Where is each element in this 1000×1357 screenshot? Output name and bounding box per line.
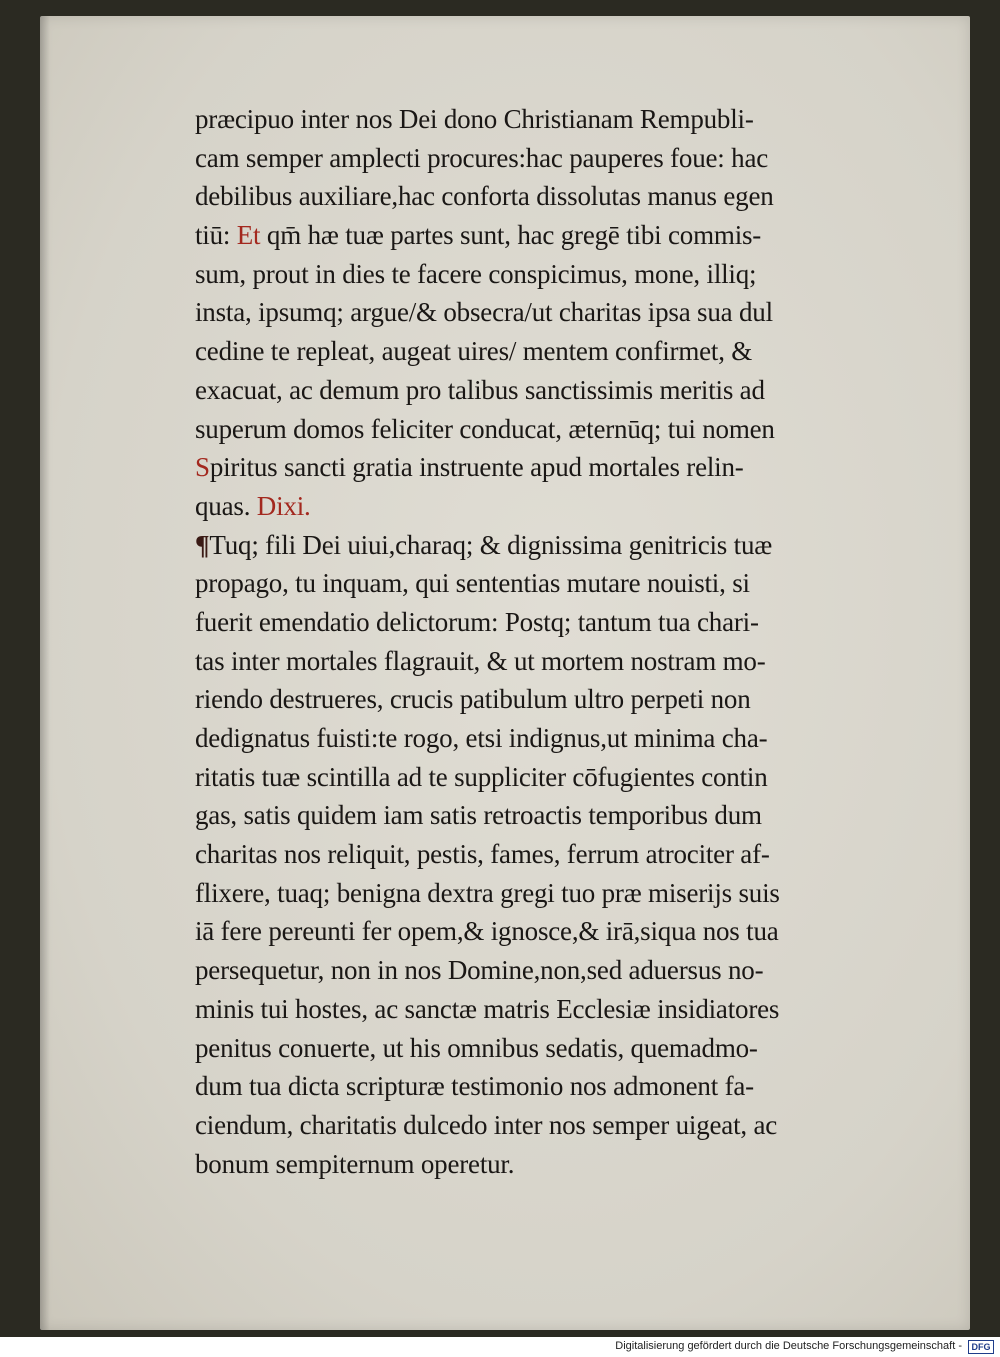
text-line <box>195 371 895 410</box>
dfg-logo: DFG <box>968 1340 994 1354</box>
text-line <box>195 139 895 178</box>
text-line <box>195 448 895 487</box>
line-text: bonum sempiternum operetur. <box>195 1148 515 1179</box>
text-line-content <box>195 332 752 371</box>
footer-separator: - <box>955 1340 962 1352</box>
text-line <box>195 680 895 719</box>
line-text: superum domos feliciter conducat, æternūq; tui nomen <box>195 413 775 444</box>
line-text: piritus sancti gratia instruente apud mortales relin- <box>209 452 744 483</box>
text-line <box>195 912 895 951</box>
line-text: iā fere pereunti fer opem,& ignosce,& irā,siqua nos tua <box>195 916 779 947</box>
text-line-content <box>195 758 768 797</box>
text-line <box>195 874 895 913</box>
line-text: propago, tu inquam, qui sententias mutare nouisti, si <box>195 568 750 599</box>
line-text: qm̄ hæ tuæ partes sunt, hac gregē tibi commis- <box>260 220 762 251</box>
text-line-content <box>195 139 768 178</box>
line-text: penitus conuerte, ut his omnibus sedatis, quemadmo- <box>195 1032 758 1063</box>
text-line <box>195 216 895 255</box>
line-text: dedignatus fuisti:te rogo, etsi indignus,ut minima cha- <box>195 723 768 753</box>
text-line-content <box>195 177 774 216</box>
text-line <box>195 293 895 332</box>
text-line <box>195 1145 895 1184</box>
text-line-content <box>195 719 767 758</box>
text-line-content <box>195 1106 777 1145</box>
line-text: tiū: <box>195 220 237 251</box>
line-text: cedine te repleat, augeat uires/ mentem confirmet, & <box>195 336 753 367</box>
rubric-word: Dixi. <box>256 490 311 521</box>
text-line <box>195 255 895 294</box>
text-line <box>195 332 895 371</box>
text-line-content <box>195 642 766 681</box>
text-line-content <box>195 1067 754 1106</box>
text-line-content <box>195 1145 514 1184</box>
text-line <box>195 758 895 797</box>
line-text: persequetur, non in nos Domine,non,sed aduersus no- <box>195 955 764 986</box>
page-gutter-shadow <box>40 16 50 1330</box>
text-line <box>195 487 895 526</box>
text-line <box>195 951 895 990</box>
text-line-content <box>195 293 773 332</box>
text-line-content <box>195 526 772 565</box>
text-line-content <box>195 255 756 294</box>
text-line-content <box>195 371 765 410</box>
text-line <box>195 1067 895 1106</box>
line-text: exacuat, ac demum pro talibus sanctissimis meritis ad <box>195 374 765 405</box>
text-line-content <box>195 216 761 255</box>
text-line-content <box>195 680 751 719</box>
text-line-content <box>195 487 311 526</box>
text-line <box>195 719 895 758</box>
page-text-block <box>195 100 895 1183</box>
line-text: dum tua dicta scripturæ testimonio nos admonent fa- <box>195 1071 754 1102</box>
text-line <box>195 835 895 874</box>
line-text: insta, ipsumq; argue/& obsecra/ut charitas ipsa sua dul <box>195 297 773 328</box>
text-line <box>195 564 895 603</box>
text-line-content <box>195 874 780 913</box>
text-line <box>195 796 895 835</box>
text-line-content <box>195 603 759 642</box>
text-line-content <box>195 100 754 139</box>
text-line <box>195 410 895 449</box>
line-text: gas, satis quidem iam satis retroactis temporibus dum <box>195 800 762 831</box>
line-text: fuerit emendatio delictorum: Postq; tantum tua chari- <box>195 606 759 637</box>
footer-credit <box>615 1340 962 1352</box>
text-line <box>195 177 895 216</box>
text-line-content <box>195 912 779 951</box>
text-line <box>195 100 895 139</box>
footer-bar <box>0 1337 1000 1357</box>
text-line <box>195 603 895 642</box>
line-text: quas. <box>195 490 257 521</box>
line-text: Tuq; fili Dei uiui,charaq; & dignissima genitricis tuæ <box>209 529 773 560</box>
text-line-content <box>195 990 779 1029</box>
footer-credit-text: Digitalisierung gefördert durch die Deutsche Forschungsgemeinschaft <box>615 1340 956 1352</box>
text-line-content <box>195 835 770 874</box>
text-line-content <box>195 796 762 835</box>
text-line-content <box>195 410 775 449</box>
line-text: flixere, tuaq; benigna dextra gregi tuo præ miserijs suis <box>195 877 780 908</box>
line-text: charitas nos reliquit, pestis, fames, ferrum atrociter af- <box>195 839 770 870</box>
line-text: sum, prout in dies te facere conspicimus, mone, illiq; <box>195 258 757 289</box>
line-text: ciendum, charitatis dulcedo inter nos semper uigeat, ac <box>195 1109 778 1140</box>
line-text: riendo destrueres, crucis patibulum ultro perpeti non <box>195 684 751 715</box>
text-line <box>195 526 895 565</box>
text-line <box>195 990 895 1029</box>
line-text: præcipuo inter nos Dei dono Christianam Rempubli- <box>195 104 754 134</box>
text-line <box>195 642 895 681</box>
line-text: debilibus auxiliare,hac conforta dissolutas manus egen <box>195 181 774 212</box>
text-line-content <box>195 448 744 487</box>
line-text: cam semper amplecti procures:hac pauperes foue: hac <box>195 142 769 173</box>
paragraph-mark: ¶ <box>195 529 210 560</box>
text-line <box>195 1106 895 1145</box>
rubric-initial: S <box>195 452 210 483</box>
text-line-content <box>195 1029 758 1068</box>
line-text: ritatis tuæ scintilla ad te suppliciter cōfugientes contin <box>195 761 768 792</box>
line-text: minis tui hostes, ac sanctæ matris Ecclesiæ insidiatores <box>195 993 780 1024</box>
line-text: tas inter mortales flagrauit, & ut mortem nostram mo- <box>195 645 766 676</box>
rubric-initial: Et <box>236 220 261 251</box>
text-line <box>195 1029 895 1068</box>
text-line-content <box>195 951 763 990</box>
text-line-content <box>195 564 750 603</box>
